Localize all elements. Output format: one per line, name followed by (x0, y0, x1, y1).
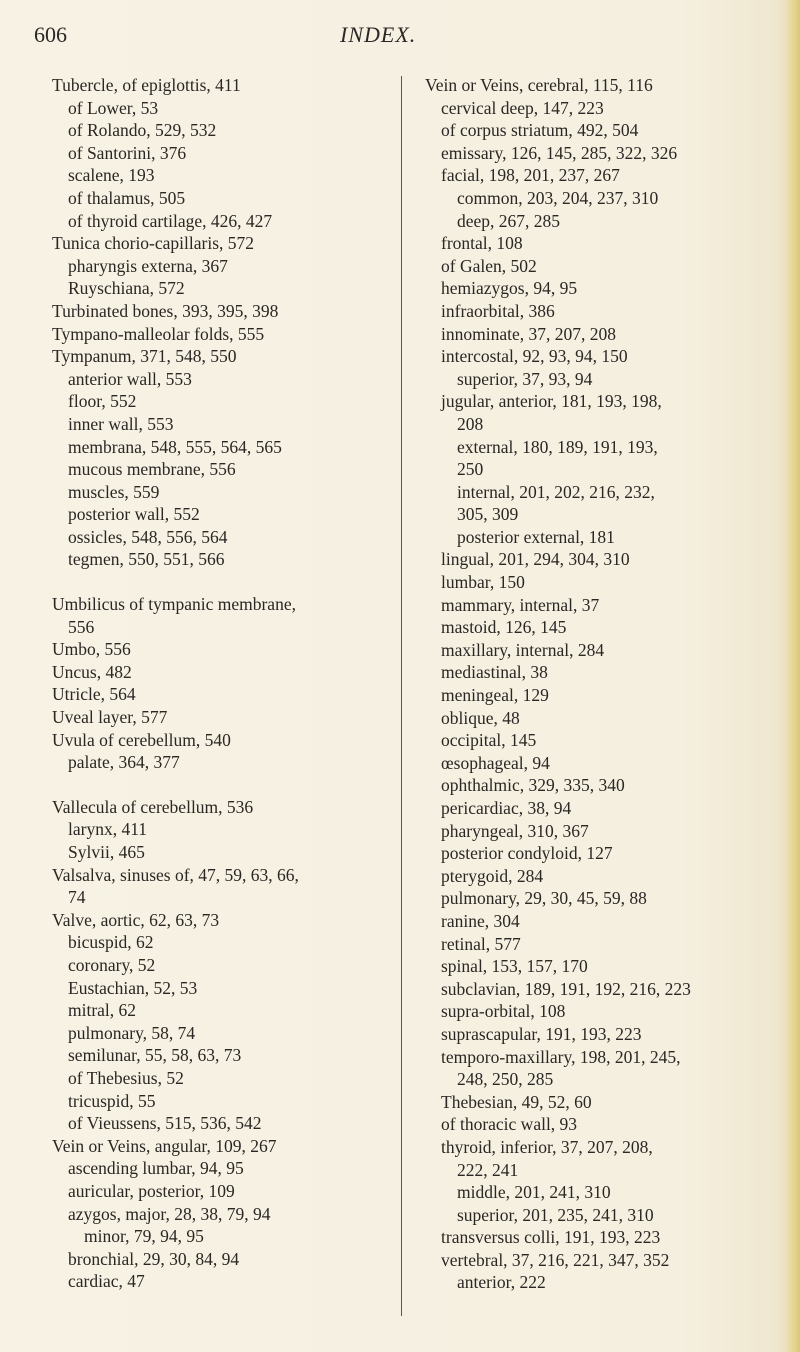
index-entry: Uncus, 482 (52, 661, 132, 682)
index-entry: jugular, anterior, 181, 193, 198, (441, 391, 662, 412)
index-entry: facial, 198, 201, 237, 267 (441, 165, 620, 186)
index-entry: Tubercle, of epiglottis, 411 (52, 75, 241, 95)
index-entry: ossicles, 548, 556, 564 (68, 526, 228, 547)
index-entry: oblique, 48 (441, 707, 520, 728)
index-entry: Tympano-malleolar folds, 555 (52, 323, 265, 344)
index-entry: Thebesian, 49, 52, 60 (441, 1091, 592, 1112)
index-entry: Uveal layer, 577 (52, 707, 168, 728)
index-entry: spinal, 153, 157, 170 (441, 956, 588, 977)
index-entry: 248, 250, 285 (457, 1069, 554, 1090)
index-entry: of Vieussens, 515, 536, 542 (68, 1113, 262, 1134)
index-entry: auricular, posterior, 109 (68, 1180, 235, 1201)
index-entry: 250 (457, 459, 484, 480)
index-entry: posterior external, 181 (457, 526, 615, 547)
index-entry: anterior wall, 553 (68, 368, 192, 389)
index-entry: mammary, internal, 37 (441, 594, 600, 615)
index-entry: azygos, major, 28, 38, 79, 94 (68, 1203, 271, 1224)
index-entry: of Thebesius, 52 (68, 1067, 184, 1088)
index-entry: suprascapular, 191, 193, 223 (441, 1023, 642, 1044)
index-entry: ophthalmic, 329, 335, 340 (441, 775, 625, 796)
index-entry: 208 (457, 413, 484, 434)
index-entry: thyroid, inferior, 37, 207, 208, (441, 1136, 653, 1157)
index-entry: coronary, 52 (68, 954, 156, 975)
index-entry: infraorbital, 386 (441, 300, 555, 321)
index-entry: mucous membrane, 556 (68, 459, 236, 480)
running-title: INDEX. (340, 22, 417, 47)
index-entry: scalene, 193 (68, 165, 155, 186)
index-entry: external, 180, 189, 191, 193, (457, 436, 658, 457)
index-entry: internal, 201, 202, 216, 232, (457, 481, 655, 502)
index-entry: temporo-maxillary, 198, 201, 245, (441, 1046, 681, 1067)
index-entry: common, 203, 204, 237, 310 (457, 187, 659, 208)
index-entry: minor, 79, 94, 95 (84, 1226, 204, 1247)
index-entry: pulmonary, 29, 30, 45, 59, 88 (441, 888, 647, 909)
index-entry: innominate, 37, 207, 208 (441, 323, 616, 344)
index-entry: Valve, aortic, 62, 63, 73 (52, 909, 220, 930)
index-entry: middle, 201, 241, 310 (457, 1182, 611, 1203)
index-entry: of Galen, 502 (441, 255, 537, 276)
index-entry: bronchial, 29, 30, 84, 94 (68, 1248, 240, 1269)
index-entry: Ruyschiana, 572 (68, 278, 185, 299)
index-entry: of thalamus, 505 (68, 187, 186, 208)
page-header (0, 22, 800, 54)
index-entry: bicuspid, 62 (68, 932, 154, 953)
index-entry: transversus colli, 191, 193, 223 (441, 1227, 661, 1248)
index-entry: cervical deep, 147, 223 (441, 97, 604, 118)
index-entry: Umbilicus of tympanic membrane, (52, 594, 296, 615)
index-entry: Tunica chorio-capillaris, 572 (52, 233, 255, 254)
column-divider (401, 76, 402, 1316)
page-number: 606 (34, 22, 67, 47)
index-entry: Tympanum, 371, 548, 550 (52, 346, 237, 367)
index-entry: of Santorini, 376 (68, 142, 187, 163)
index-column-left (52, 74, 397, 1293)
index-entry: of Lower, 53 (68, 97, 159, 118)
index-entry: posterior condyloid, 127 (441, 843, 613, 864)
index-entry: occipital, 145 (441, 730, 537, 751)
index-entry: deep, 267, 285 (457, 210, 561, 231)
index-entry: inner wall, 553 (68, 413, 174, 434)
index-entry: vertebral, 37, 216, 221, 347, 352 (441, 1249, 670, 1270)
index-entry: hemiazygos, 94, 95 (441, 278, 578, 299)
index-entry: Vallecula of cerebellum, 536 (52, 796, 254, 817)
index-entry: floor, 552 (68, 391, 137, 412)
index-column-right (425, 74, 780, 1294)
index-entry: ascending lumbar, 94, 95 (68, 1158, 244, 1179)
index-entry: 222, 241 (457, 1159, 519, 1180)
index-entry: of Rolando, 529, 532 (68, 120, 217, 141)
index-entry: mastoid, 126, 145 (441, 617, 567, 638)
index-entry: Turbinated bones, 393, 395, 398 (52, 300, 279, 321)
index-entry: mediastinal, 38 (441, 662, 548, 683)
index-entry: tricuspid, 55 (68, 1090, 156, 1111)
index-entry: pharyngeal, 310, 367 (441, 820, 589, 841)
index-entry: larynx, 411 (68, 819, 148, 840)
index-entry: cardiac, 47 (68, 1271, 145, 1292)
section-gap (52, 571, 397, 593)
index-entry: pharyngis externa, 367 (68, 255, 228, 276)
index-entry: frontal, 108 (441, 233, 523, 254)
index-entry: Sylvii, 465 (68, 842, 145, 862)
index-entry: palate, 364, 377 (68, 752, 180, 773)
index-entry: 74 (68, 887, 86, 908)
index-entry: pericardiac, 38, 94 (441, 798, 572, 818)
index-entry: lingual, 201, 294, 304, 310 (441, 549, 630, 570)
index-entry: mitral, 62 (68, 1000, 137, 1021)
index-entry: tegmen, 550, 551, 566 (68, 549, 225, 570)
page-edge (786, 0, 800, 1352)
index-entry: lumbar, 150 (441, 572, 525, 593)
index-entry: semilunar, 55, 58, 63, 73 (68, 1045, 242, 1066)
index-entry: retinal, 577 (441, 933, 521, 954)
index-entry: 305, 309 (457, 504, 519, 525)
index-entry: Uvula of cerebellum, 540 (52, 729, 231, 750)
index-entry: 556 (68, 616, 95, 637)
index-entry: ranine, 304 (441, 910, 520, 931)
index-entry: emissary, 126, 145, 285, 322, 326 (441, 142, 678, 163)
index-entry: superior, 201, 235, 241, 310 (457, 1204, 654, 1225)
index-entry: of thoracic wall, 93 (441, 1114, 578, 1135)
index-entry: Utricle, 564 (52, 684, 136, 705)
index-entry: subclavian, 189, 191, 192, 216, 223 (441, 978, 691, 999)
index-entry: of thyroid cartilage, 426, 427 (68, 210, 273, 231)
index-entry: Umbo, 556 (52, 639, 131, 660)
index-entry: anterior, 222 (457, 1272, 546, 1293)
index-entry: superior, 37, 93, 94 (457, 368, 593, 389)
index-entry: maxillary, internal, 284 (441, 639, 605, 660)
index-entry: Valsalva, sinuses of, 47, 59, 63, 66, (52, 864, 299, 885)
index-entry: posterior wall, 552 (68, 504, 200, 525)
index-entry: Eustachian, 52, 53 (68, 977, 198, 998)
index-entry: pterygoid, 284 (441, 865, 544, 886)
index-entry: pulmonary, 58, 74 (68, 1022, 196, 1043)
index-entry: of corpus striatum, 492, 504 (441, 120, 639, 141)
index-entry: œsophageal, 94 (441, 752, 550, 773)
index-entry: meningeal, 129 (441, 685, 549, 706)
index-entry: muscles, 559 (68, 481, 160, 502)
index-entry: intercostal, 92, 93, 94, 150 (441, 346, 628, 367)
section-gap (52, 774, 397, 796)
index-entry: Vein or Veins, cerebral, 115, 116 (425, 75, 653, 95)
index-entry: supra-orbital, 108 (441, 1001, 566, 1022)
index-entry: membrana, 548, 555, 564, 565 (68, 436, 282, 457)
index-entry: Vein or Veins, angular, 109, 267 (52, 1135, 277, 1156)
